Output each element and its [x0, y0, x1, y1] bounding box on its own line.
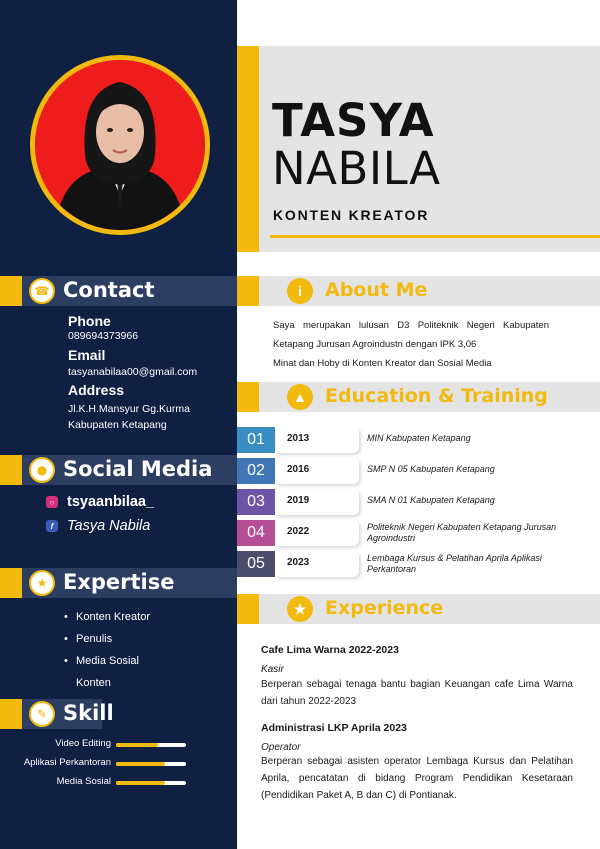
list-item: • Konten Kreator	[64, 611, 150, 623]
education-number: 02	[237, 458, 275, 484]
list-item: • Penulis	[64, 633, 113, 645]
contact-title: Contact	[63, 278, 155, 302]
contact-card-icon: ☎	[29, 278, 55, 304]
education-row	[237, 427, 600, 453]
skill-row	[0, 738, 237, 752]
education-title: Education & Training	[325, 385, 548, 407]
instagram-handle: tsyaanbilaa_	[67, 494, 155, 510]
education-number: 01	[237, 427, 275, 453]
about-interests: Minat dan Hoby di Konten Kreator dan Sosial Media	[273, 358, 492, 369]
about-paragraph: Saya merupakan lulusan D3 Politeknik Negeri Kabupaten Ketapang Jurusan Agroindustri dengan IPK 3,06	[273, 320, 549, 350]
experience-icon: ★	[287, 596, 313, 622]
experience-title: Experience	[325, 597, 444, 619]
portrait-illustration	[35, 60, 205, 230]
education-row	[237, 458, 600, 484]
skill-title: Skill	[63, 701, 114, 725]
last-name: NABILA	[272, 142, 441, 195]
about-title: About Me	[325, 279, 428, 301]
list-item: Konten	[76, 677, 111, 689]
accent-bar	[0, 568, 22, 598]
accent-bar	[237, 276, 259, 306]
accent-bar	[237, 46, 259, 252]
facebook-name: Tasya Nabila	[67, 518, 151, 534]
skill-fill	[116, 762, 165, 766]
info-icon: i	[287, 278, 313, 304]
address-value: Jl.K.H.Mansyur Gg.Kurma Kabupaten Ketapang	[68, 403, 190, 431]
expertise-header	[0, 568, 237, 598]
address-label: Address	[68, 382, 125, 398]
instagram-icon: ○	[46, 496, 58, 508]
divider	[270, 235, 600, 238]
education-year: 2019	[287, 495, 310, 506]
education-year: 2023	[287, 557, 310, 568]
education-school: MIN Kabupaten Ketapang	[367, 433, 471, 443]
accent-bar	[0, 276, 22, 306]
skill-label: Media Sosial	[56, 776, 111, 787]
education-year: 2022	[287, 526, 310, 537]
social-header	[0, 455, 237, 485]
education-row	[237, 551, 600, 577]
phone-label: Phone	[68, 313, 111, 329]
facebook-icon: f	[46, 520, 58, 532]
education-school: Lembaga Kursus & Pelatihan Aprila Aplikasi Perkantoran	[367, 553, 542, 574]
graduation-cap-icon: ▲	[287, 384, 313, 410]
job-title: Cafe Lima Warna 2022-2023	[261, 644, 399, 656]
job-position: Operator	[261, 742, 301, 753]
skill-track	[116, 762, 186, 766]
education-number: 03	[237, 489, 275, 515]
expertise-list	[64, 606, 150, 694]
job-position: Kasir	[261, 664, 284, 675]
accent-bar	[0, 699, 22, 729]
job-description: Berperan sebagai tenaga bantu bagian Keuangan cafe Lima Warna dari tahun 2022-2023	[261, 679, 573, 707]
contact-header	[0, 276, 237, 306]
about-text	[273, 316, 549, 373]
education-school: SMA N 01 Kabupaten Ketapang	[367, 495, 495, 505]
skill-fill	[116, 781, 165, 785]
skill-header	[0, 699, 237, 729]
education-header	[237, 382, 600, 412]
education-row	[237, 520, 600, 546]
education-year: 2016	[287, 464, 310, 475]
skill-track	[116, 781, 186, 785]
education-row	[237, 489, 600, 515]
first-name: TASYA	[272, 94, 435, 147]
accent-bar	[237, 594, 259, 624]
instagram-item[interactable]	[46, 494, 154, 510]
expertise-title: Expertise	[63, 570, 175, 594]
skill-row	[0, 757, 237, 771]
skill-label: Video Editing	[55, 738, 111, 749]
education-school: Politeknik Negeri Kabupaten Ketapang Jurusan Agroindustri	[367, 522, 557, 543]
skill-fill	[116, 743, 158, 747]
email-label: Email	[68, 347, 106, 363]
phone-value: 089694373966	[68, 330, 139, 342]
education-number: 04	[237, 520, 275, 546]
about-header	[237, 276, 600, 306]
facebook-item[interactable]	[46, 518, 150, 534]
email-value: tasyanabilaa00@gmail.com	[68, 366, 198, 378]
experience-header	[237, 594, 600, 624]
education-school: SMP N 05 Kabupaten Ketapang	[367, 464, 495, 474]
skill-icon: ✎	[29, 701, 55, 727]
education-year: 2013	[287, 433, 310, 444]
accent-bar	[0, 455, 22, 485]
job-role-title: KONTEN KREATOR	[273, 207, 430, 223]
list-item: • Media Sosial	[64, 655, 139, 667]
expertise-icon: ★	[29, 570, 55, 596]
accent-bar	[237, 382, 259, 412]
education-number: 05	[237, 551, 275, 577]
job-description: Berperan sebagai asisten operator Lembaga Kursus dan Pelatihan Aprila, pencatatan di bidang Program Pendidikan Kesetaraan (Pendidikan Paket A, B dan C) di Pontianak.	[261, 756, 573, 801]
job-title: Administrasi LKP Aprila 2023	[261, 722, 407, 734]
skill-row	[0, 776, 237, 790]
social-title: Social Media	[63, 457, 213, 481]
social-icon: ●	[29, 457, 55, 483]
profile-photo	[30, 55, 210, 235]
skill-track	[116, 743, 186, 747]
skill-label: Aplikasi Perkantoran	[23, 757, 111, 768]
